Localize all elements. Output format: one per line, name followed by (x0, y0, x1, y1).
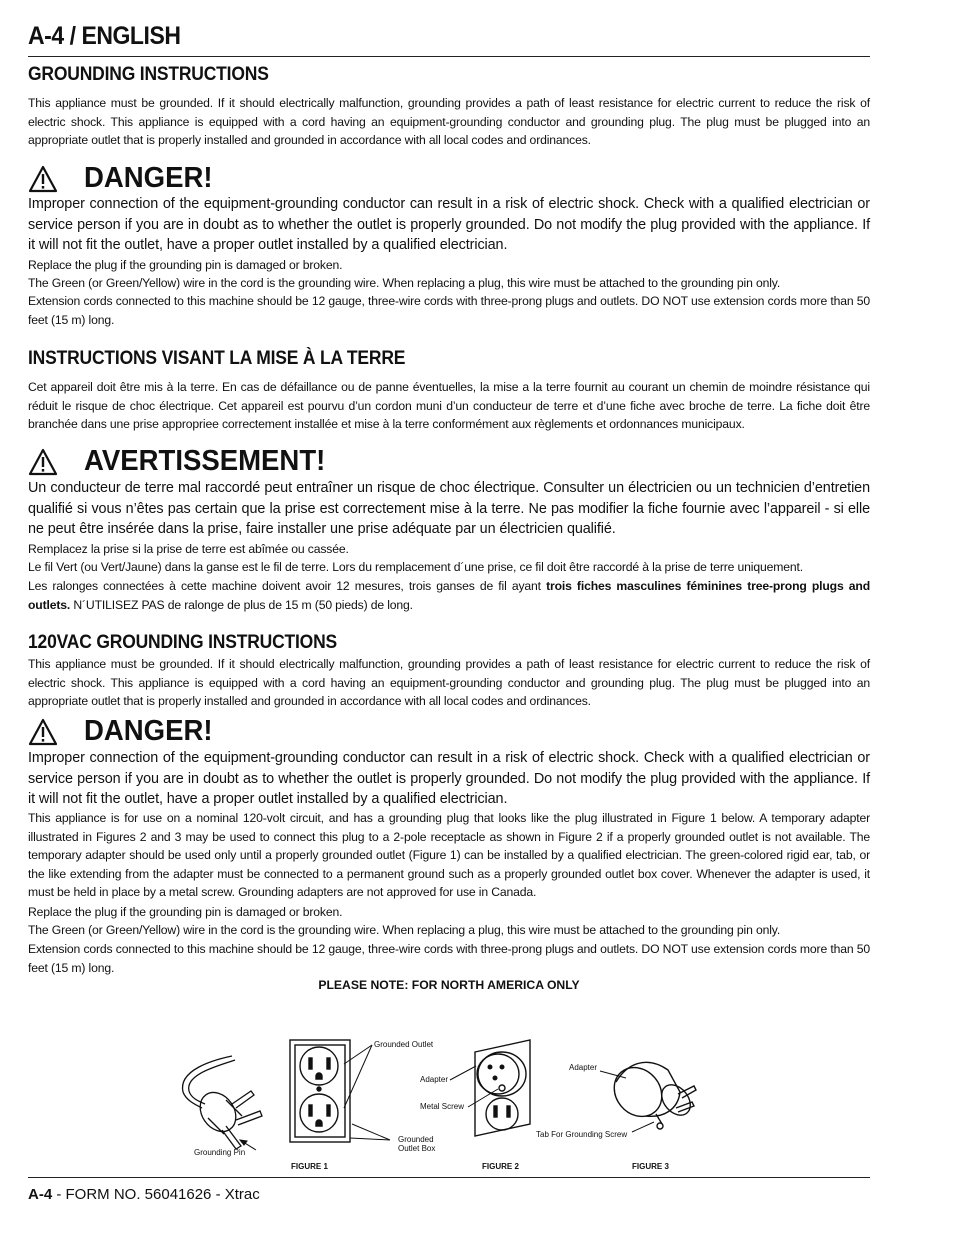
replace-plug-text: Replace the plug if the grounding pin is damaged or broken. (28, 905, 343, 919)
title-rule (28, 56, 870, 57)
adapter-outlet-illustration (475, 1040, 530, 1136)
grounding-text: This appliance must be grounded. If it should electrically malfunction, grounding provides a path of least resistance for electric current to reduce the risk of electric shock. This appliance is equipped with a cord having an equipment-grounding conductor and grounding plug. The plug must be plugged into an appropriate outlet that is properly installed and grounded in accordance with all local codes and ordinances. (28, 96, 870, 148)
manual-page (28, 0, 870, 1235)
outlet-pointers (344, 1045, 390, 1140)
figure2-caption: FIGURE 2 (482, 1162, 519, 1171)
grounded-outlet-illustration (290, 1040, 350, 1142)
french-text: Cet appareil doit être mis à la terre. En cas de défaillance ou de panne éventuelles, la mise a la terre fournit au courant un chemin de moindre résistance qui réduit le risque de choc électrique. Cet appareil est pourvu d’un cordon muni d’un conducteur de terre et d’une fiche avec broche de terre. La fiche doit être branchée dans une prise appropriee correctement installée et mise à la terre conformément aux règlements et ordonnances municipaux. (28, 380, 870, 432)
adapter-pointers (450, 1066, 498, 1107)
remplacez-text: Remplacez la prise si la prise de terre est abîmée ou cassée. (28, 542, 349, 556)
figure3-caption: FIGURE 3 (632, 1162, 669, 1171)
danger-heading (28, 162, 219, 195)
figure1-caption: FIGURE 1 (291, 1162, 328, 1171)
nominal-circuit-text: This appliance is for use on a nominal 120-volt circuit, and has a grounding plug that looks like the plug illustrated in Figure 1 below. A temporary adapter illustrated in Figures 2 and 3 may be used to connect this plug to a 2-pole receptacle as shown in Figure 2 if a properly grounded outlet is not available. The temporary adapter should be used only until a properly grounded outlet (Figure 1) can be installed by a qualified electrician. The green-colored rigid ear, tab, or the like extending from the adapter must be connected to a permanent ground such as a properly grounded outlet box cover. Whenever the adapter is used, it must be held in place by a metal screw. Grounding adapters are not approved for use in Canada. (28, 811, 870, 900)
french-heading: INSTRUCTIONS VISANT LA MISE À LA TERRE (28, 348, 406, 369)
vac-text: This appliance must be grounded. If it should electrically malfunction, grounding provides a path of least resistance for electric current to reduce the risk of electric shock. This appliance is equipped with a cord having an equipment-grounding conductor and grounding plug. The plug must be plugged into an appropriate outlet that is properly installed and grounded in accordance with all local codes and ordinances. (28, 657, 870, 709)
adapter-label: Adapter (420, 1075, 449, 1084)
avertissement-body: Un conducteur de terre mal raccordé peut entraîner un risque de choc électrique. Consulter un électricien ou un technicien d’entretien qualifié si vous n’êtes pas certain que la prise est correctement mise à la terre. Ne pas modifier la fiche fournie avec l’appareil - si elle ne peut être insérée dans la prise, faire installer une prise adéquate par un électricien qualifié. (28, 480, 870, 538)
grounding-wire-text: The Green (or Green/Yellow) wire in the cord is the grounding wire. When replacing a plug, this wire must be attached to the grounding pin only. (28, 923, 781, 937)
danger-label: DANGER! (84, 715, 213, 747)
grounded-outlet-box-label-1: Grounded (398, 1135, 434, 1144)
danger-body: Improper connection of the equipment-grounding conductor can result in a risk of electric shock. Check with a qualified electrician or service person if you are in doubt as to whether the outlet is properly grounded. Do not modify the plug provided with the appliance. If it will not fit the outlet, have a proper outlet installed by a qualified electrician. (28, 196, 870, 254)
avertissement-label: AVERTISSEMENT! (84, 445, 326, 477)
footer-page-number: A-4 (28, 1186, 53, 1203)
north-america-note: PLEASE NOTE: FOR NORTH AMERICA ONLY (318, 978, 580, 992)
tab-pointers (600, 1071, 654, 1132)
adapter-figure3-label: Adapter (569, 1063, 598, 1072)
ralonges-text: Les ralonges connectées à cette machine doivent avoir 12 mesures, trois ganses de fil ayant trois fiches masculines féminines tree-prong plugs and outlets. N´UTILISEZ PAS de ralonge de plus de 15 m (50 pieds) de long. (28, 579, 870, 612)
grounding-heading: GROUNDING INSTRUCTIONS (28, 64, 269, 85)
replace-plug-text: Replace the plug if the grounding pin is damaged or broken. (28, 258, 343, 272)
danger-label: DANGER! (84, 162, 213, 194)
warning-triangle-icon (28, 718, 58, 746)
grounding-wire-text: The Green (or Green/Yellow) wire in the cord is the grounding wire. When replacing a plug, this wire must be attached to the grounding pin only. (28, 276, 781, 290)
footer-form: - FORM NO. 56041626 - Xtrac (52, 1186, 260, 1203)
tab-grounding-screw-label: Tab For Grounding Screw (536, 1130, 628, 1139)
fil-vert-text: Le fil Vert (ou Vert/Jaune) dans la ganse est le fil de terre. Lors du remplacement d´une prise, ce fil doit être raccordé à la prise de terre uniquement. (28, 560, 803, 574)
warning-triangle-icon (28, 165, 58, 193)
page-footer (28, 1186, 260, 1203)
footer-rule (28, 1177, 870, 1178)
vac-heading: 120VAC GROUNDING INSTRUCTIONS (28, 632, 338, 653)
grounded-outlet-label: Grounded Outlet (374, 1040, 434, 1049)
page-title: A-4 / ENGLISH (28, 22, 181, 50)
grounding-figures (28, 1000, 870, 1176)
grounding-pin-label: Grounding Pin (194, 1148, 246, 1157)
extension-cords-text: Extension cords connected to this machine should be 12 gauge, three-wire cords with three-prong plugs and outlets. DO NOT use extension cords more than 50 feet (15 m) long. (28, 942, 870, 975)
adapter-illustration (604, 1058, 696, 1129)
danger-body: Improper connection of the equipment-grounding conductor can result in a risk of electric shock. Check with a qualified electrician or service person if you are in doubt as to whether the outlet is properly grounded. Do not modify the plug provided with the appliance. If it will not fit the outlet, have a proper outlet installed by a qualified electrician. (28, 750, 870, 808)
avertissement-heading (28, 445, 338, 478)
warning-triangle-icon (28, 448, 58, 476)
grounded-outlet-box-label-2: Outlet Box (398, 1144, 436, 1153)
danger-heading (28, 715, 219, 748)
metal-screw-label: Metal Screw (420, 1102, 465, 1111)
extension-cords-text: Extension cords connected to this machine should be 12 gauge, three-wire cords with three-prong plugs and outlets. DO NOT use extension cords more than 50 feet (15 m) long. (28, 294, 870, 327)
grounding-plug-illustration (183, 1056, 262, 1149)
